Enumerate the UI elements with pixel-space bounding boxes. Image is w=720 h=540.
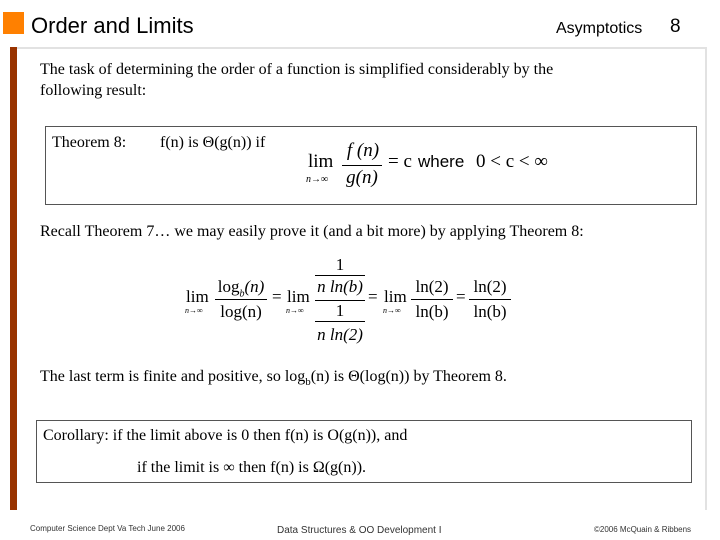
lnb-denominator: ln(b) [473, 302, 507, 321]
fraction-bar [342, 165, 382, 166]
theorem-condition: 0 < c < ∞ [476, 151, 548, 172]
recall-paragraph: Recall Theorem 7… we may easily prove it (and a bit more) by applying Theorem 8: [40, 223, 584, 240]
footer-left: Computer Science Dept Va Tech June 2006 [30, 524, 185, 533]
inner-denominator-b: n ln(b) [317, 277, 363, 296]
corollary-line-2: if the limit is ∞ then f(n) is Ω(g(n)). [137, 459, 367, 476]
theorem-equals: = c [388, 151, 412, 172]
conclusion-post: (n) is Θ(log(n)) by Theorem 8. [310, 368, 507, 385]
limit-subscript: n→∞ [185, 306, 203, 315]
intro-paragraph [40, 59, 553, 101]
side-bar [10, 47, 17, 510]
theorem-formula [306, 142, 556, 190]
limit-operator: lim [308, 151, 334, 172]
fraction-bar [469, 299, 511, 300]
right-rule [705, 47, 707, 510]
equals-sign: = [368, 287, 378, 306]
limit-operator: lim [287, 287, 310, 306]
theorem-label: Theorem 8: [52, 134, 127, 151]
equals-sign: = [456, 287, 466, 306]
page-number: 8 [670, 16, 681, 37]
theorem-statement: f(n) is Θ(g(n)) if [160, 134, 266, 151]
limit-subscript: n→∞ [383, 306, 401, 315]
slide-title: Order and Limits [31, 13, 194, 38]
limit-subscript: n→∞ [286, 306, 304, 315]
ln2-numerator: ln(2) [415, 277, 449, 296]
conclusion-pre: The last term is finite and positive, so log [40, 368, 306, 385]
limit-operator: lim [384, 287, 407, 306]
log-arg: (n) [244, 277, 265, 296]
fraction-bar [315, 321, 365, 322]
ln2-numerator: ln(2) [473, 277, 507, 296]
derivation-formula [185, 255, 515, 345]
limit-subscript: n→∞ [306, 174, 329, 185]
limit-operator: lim [186, 287, 209, 306]
log-base: b [239, 288, 245, 300]
corollary-line-1: Corollary: if the limit above is 0 then f(n) is O(g(n)), and [43, 427, 408, 444]
where-word: where [418, 152, 465, 171]
footer-center: Data Structures & OO Development I [277, 525, 442, 536]
fraction-bar [215, 299, 267, 300]
fraction-bar [411, 299, 453, 300]
log-b-numerator [215, 277, 267, 299]
log-denominator: log(n) [220, 302, 262, 321]
slide-topic: Asymptotics [556, 20, 643, 37]
theorem-denominator: g(n) [346, 167, 378, 188]
footer-right: ©2006 McQuain & Ribbens [594, 525, 692, 534]
inner-denominator-2: n ln(2) [317, 325, 363, 344]
conclusion-subscript: b [305, 376, 311, 389]
title-marker [3, 12, 24, 34]
log-word: log [217, 277, 240, 296]
intro-line-2: following result: [40, 82, 147, 99]
conclusion-paragraph [40, 366, 507, 393]
fraction-bar [315, 275, 365, 276]
lnb-denominator: ln(b) [415, 302, 449, 321]
top-rule [17, 47, 707, 49]
inner-numerator-one: 1 [335, 301, 345, 320]
inner-numerator-one: 1 [335, 255, 345, 274]
intro-line-1: The task of determining the order of a function is simplified considerably by the [40, 61, 554, 78]
theorem-numerator: f (n) [346, 140, 380, 161]
equals-sign: = [272, 287, 282, 306]
